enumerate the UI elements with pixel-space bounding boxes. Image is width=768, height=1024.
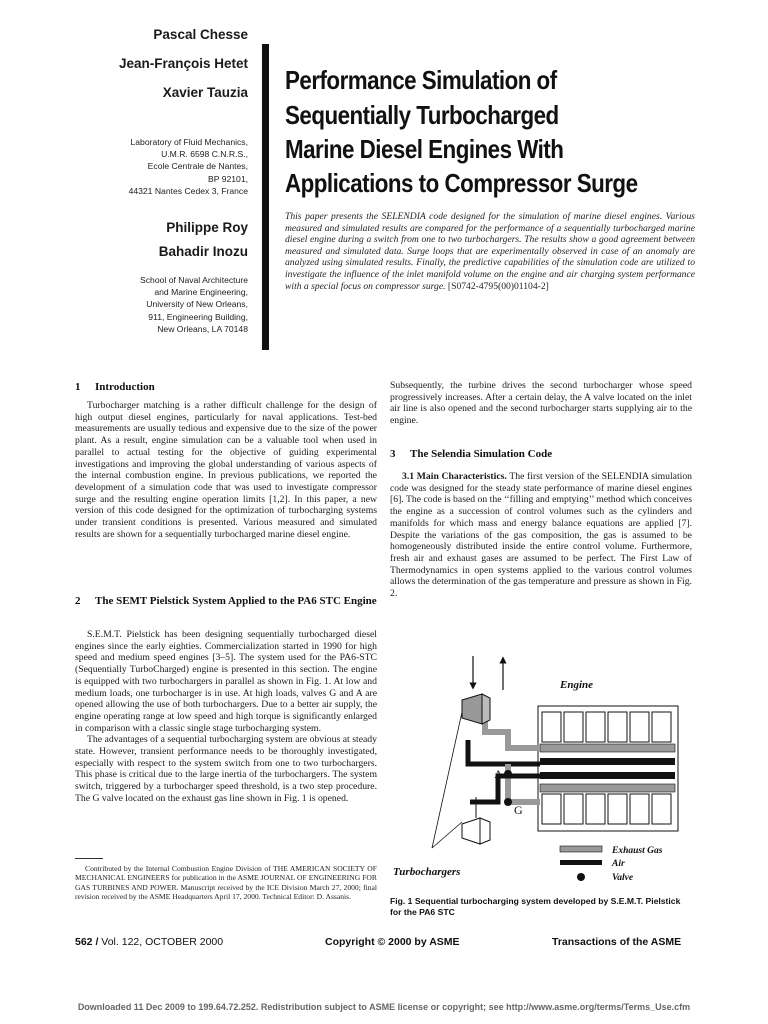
section-body: Turbocharger matching is a rather difficult challenge for the design of high output diesel engines, particularly for naval applications. Test-bed measurements are usually tedious and expensive due to the size of the power plant. As a result, engine simulation can be a valuable tool when used in parallel to actual testing for the objective of guiding experimental investigations and improving the global understanding of various aspects of the internal combustion engine. In previous publications, we reported the development of a simulation code that was used to investigate compressor surge and the resulting engine operation limits [1,2]. In this paper, a new version of this code designed for the optimization of turbocharging systems under transient conditions is presented. Various measured and simulated results are shown for a sequentially turbocharged marine diesel engine. xyxy=(75,400,377,540)
author-name: Jean-François Hetet xyxy=(118,56,248,71)
abstract-code: [S0742-4795(00)01104-2] xyxy=(447,280,549,292)
legend-exhaust-label: Exhaust Gas xyxy=(612,846,663,856)
author-name: Philippe Roy xyxy=(166,220,248,235)
exhaust-pipe xyxy=(485,714,540,748)
section-heading: 3 The Selendia Simulation Code xyxy=(390,448,553,460)
legend-air-label: Air xyxy=(612,859,625,869)
exhaust-manifold xyxy=(540,744,675,752)
turbocharger-compressor xyxy=(482,694,490,724)
valve-a-label: A xyxy=(494,767,503,781)
author-name: Xavier Tauzia xyxy=(162,85,248,100)
abstract: This paper presents the SELENDIA code designed for the simulation of marine diesel engines. Various measured and simulated results are compared for the performance of a sequentially turbocharged marine diesel engine during a switch from one to two turbochargers. The results show a good agreement between measured and simulated data. Surge loops that are experimentally observed in case of an anomaly are analyzed using simulated results. Finally, the predictive capabilities of the simulation code are utilized to investigate the influence of the inlet manifold volume on the engine and air charging system performance with a special focus on compressor surge. [S0742-4795(00)01104-2] xyxy=(285,211,695,292)
affiliation-block: School of Naval Architecture and Marine Engineering, University of New Orleans, 911, Engineering Building, New Orleans, LA 70148 xyxy=(140,275,248,334)
legend-valve-icon xyxy=(577,873,585,881)
turbochargers-label: Turbochargers xyxy=(393,866,461,878)
legend-valve-label: Valve xyxy=(612,873,634,883)
engine-label: Engine xyxy=(560,679,594,691)
valve-g-label: G xyxy=(514,803,523,817)
author-name: Pascal Chesse xyxy=(153,27,248,42)
paper-title-line: Performance Simulation of xyxy=(285,65,557,95)
copyright-line: Copyright © 2000 by ASME xyxy=(325,936,460,948)
footnote-rule xyxy=(75,858,103,859)
subsection-number: 3.1 xyxy=(402,471,415,482)
cylinder-row-bottom xyxy=(542,794,671,824)
turbocharger-turbine xyxy=(462,694,482,724)
title-divider-bar xyxy=(262,44,269,350)
figure-turbocharging-diagram xyxy=(390,652,700,887)
turbocharger-turbine xyxy=(462,818,480,844)
turbo-pointer xyxy=(432,712,462,848)
affiliation-block: Laboratory of Fluid Mechanics, U.M.R. 6598 C.N.R.S., Ecole Centrale de Nantes, BP 92101, 44321 Nantes Cedex 3, France xyxy=(128,137,248,196)
air-pipe xyxy=(468,740,540,764)
valve-g-icon xyxy=(504,798,512,806)
journal-name: Transactions of the ASME xyxy=(552,936,682,948)
cylinder-row-top xyxy=(542,712,671,742)
page-number-volume: 562 / Vol. 122, OCTOBER 2000 xyxy=(75,936,224,948)
subsection-title: Main Characteristics. xyxy=(416,471,507,482)
figure-caption: Fig. 1 Sequential turbocharging system developed by S.E.M.T. Pielstick for the PA6 STC xyxy=(390,896,681,917)
valve-a-icon xyxy=(504,770,512,778)
exhaust-pipe xyxy=(508,764,540,802)
legend-air-swatch xyxy=(560,860,602,865)
paper-title-line: Sequentially Turbocharged xyxy=(285,100,559,130)
paper-title-line: Applications to Compressor Surge xyxy=(285,168,638,198)
section-body: Subsequently, the turbine drives the second turbocharger whose speed progressively increases. After a certain delay, the A valve located on the inlet air line is also opened and the second turbocharger starts supplying air to the engine. xyxy=(390,380,692,427)
air-manifold xyxy=(540,758,675,765)
section-body: 3.1 Main Characteristics. The first version of the SELENDIA simulation code was designed for the steady state performance of marine diesel engines [6]. The code is based on the ‘‘filling and emptying’’ method which conceives the engine as a succession of control volumes such as the cylinders and manifolds for which mass and energy balance equations are applied [7]. Despite the variations of the gas composition, the gas is assumed to be homogeneously distributed inside the entire control volume. Furthermore, fresh air and exhaust gases are assumed to be perfect. The First Law of Thermodynamics in open systems applied to the various control volumes allows the determination of the gas temperature and pressure as shown in Fig. 2. xyxy=(390,471,693,600)
footnote: Contributed by the Internal Combustion Engine Division of THE AMERICAN SOCIETY OF MECHANICAL ENGINEERS for publication in the ASME JOURNAL OF ENGINEERING FOR GAS TURBINES AND POWER. Manuscript received by the ICE Division March 27, 2000; final revision received by the ASME Headquarters April 17, 2000. Technical Editor: D. Assanis. xyxy=(75,864,377,902)
turbocharger-compressor xyxy=(480,818,490,844)
author-name: Bahadir Inozu xyxy=(158,244,248,259)
download-note: Downloaded 11 Dec 2009 to 199.64.72.252. Redistribution subject to ASME license or copyright; see http://www.asme.org/terms/Terms_Use.cfm xyxy=(77,1002,691,1012)
paper-title-line: Marine Diesel Engines With xyxy=(285,134,564,164)
air-manifold xyxy=(540,772,675,779)
section-heading: 1 Introduction xyxy=(75,381,155,393)
exhaust-manifold xyxy=(540,784,675,792)
legend-exhaust-swatch xyxy=(560,846,602,852)
section-heading: 2 The SEMT Pielstick System Applied to the PA6 STC Engine xyxy=(75,595,377,607)
section-body: S.E.M.T. Pielstick has been designing sequentially turbocharged diesel engines since the early eighties. Commercialization started in 1990 for high speed and medium speed engines [3–5]. The system used for the PA6-STC (Sequentially TurboCharged) engine is presented in this section. The engine is equipped with two turbochargers in parallel as shown in Fig. 1. At low and medium loads, one turbocharger is in use. At high loads, valves G and A are opened allowing the use of both turbochargers. Due to a better air supply, the engine operating range at low speed and high torque is significantly enlarged in comparison with a classic single stage turbocharging system. The advantages of a sequential turbocharging system are obvious at steady state. However, transient performance needs to be thoroughly investigated, especially with respect to the system switch from one to two turbochargers. This phase is critical due to the large inertia of the turbochargers. The system switch, triggered by a turbocharger speed threshold, is a two step procedure. The G valve located on the exhaust gas line shown in Fig. 1 is opened. xyxy=(75,629,377,804)
